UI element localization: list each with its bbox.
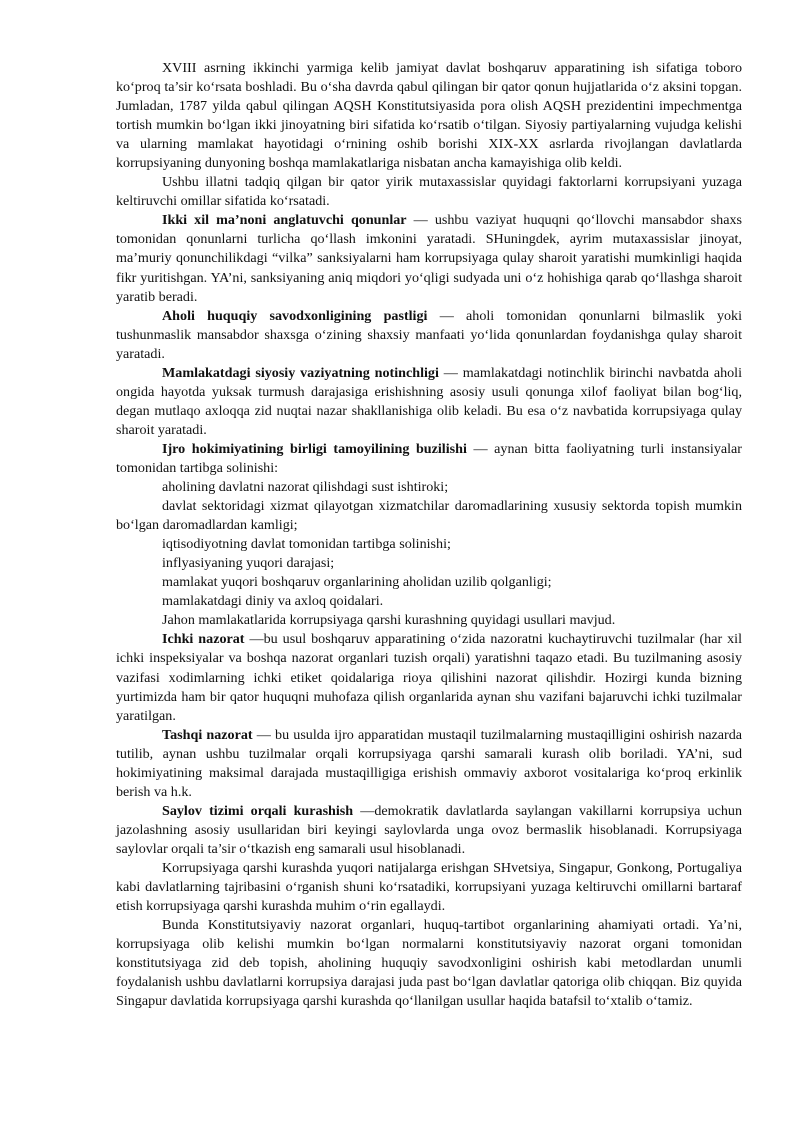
- paragraph-heading: Saylov tizimi orqali kurashish: [162, 802, 354, 819]
- paragraph-text: — mamlakatdagi notinchlik birinchi navbatda aholi ongida hayotda yuksak turmush darajasiga erishishning asosiy usuli qonunga xilof faoliyat bilan bog‘liq, degan mutlaqo axloqqa zid nuqtai nazar shakllanishiga olib keladi. Bu esa o‘z navbatida korrupsiyaga qulay sharoit yaratadi.: [116, 364, 743, 438]
- paragraph-text: mamlakat yuqori boshqaruv organlarining aholidan uzilib qolganligi;: [162, 574, 552, 591]
- paragraph-text: Korrupsiyaga qarshi kurashda yuqori natijalarga erishgan SHvetsiya, Singapur, Gonkong, Portugaliya kabi davlatlarning tajribasini o‘rganish shuni ko‘rsatadiki, korrupsiyani yuzaga keltiruvchi omillarni bartaraf etish korrupsiyaga qarshi kurashda muhim o‘rin egallaydi.: [116, 859, 742, 915]
- paragraph-text: Bunda Konstitutsiyaviy nazorat organlari, huquq-tartibot organlarining ahamiyati ortadi. Ya’ni, korrupsiyaga olib kelishi mumkin bo‘lgan normalarni konstitutsiyaviy nazorat organi tomonidan konstitutsiyaga zid deb topish, aholining huquqiy savodxonligini oshirish kabi metodlardan unumli foydalanish ushbu davlatlarni korrupsiya darajasi juda past bo‘lgan davlatlar qatoriga olib chiqqan. Biz quyida Singapur davlatida korrupsiyaga qarshi kurashda qo‘llanilgan usullar haqida batafsil to‘xtalib o‘tamiz.: [116, 917, 742, 1010]
- paragraph-text: — aynan bitta faoliyatning turli instansiyalar tomonidan tartibga solinishi:: [116, 440, 743, 476]
- paragraph: [116, 59, 742, 173]
- paragraph-text: davlat sektoridagi xizmat qilayotgan xizmatchilar daromadlarining xususiy sektorda topish mumkin bo‘lgan daromadlardan kamligi;: [116, 498, 742, 534]
- paragraph-text: mamlakatdagi diniy va axloq qoidalari.: [162, 593, 384, 610]
- paragraph-text: —demokratik davlatlarda saylangan vakillarni korrupsiya uchun jazolashning asosiy usullaridan biri keyingi saylovlarda unga ovoz bermaslik hisoblanadi. Korrupsiyaga saylovlar orqali ta’sir o‘tkazish eng samarali usul hisoblanadi.: [116, 802, 742, 857]
- paragraph: [116, 859, 742, 916]
- paragraph: [116, 364, 742, 440]
- paragraph-text: XVIII asrning ikkinchi yarmiga kelib jamiyat davlat boshqaruv apparatining ish sifatiga toboro ko‘proq ta’sir ko‘rsata boshladi. Bu o‘sha davrda qabul qilingan bir qator qonun hujjatlarida o‘z aksini topgan. Jumladan, 1787 yilda qabul qilingan AQSH Konstitutsiyasida pora olish AQSH prezidentini impechmentga tortish mumkin bo‘lgan ikki jinoyatning biri sifatida ko‘rsatib o‘tilgan. Siyosiy partiyalarning vujudga kelishi va ularning mamlakat hayotidagi o‘rnining oshib borishi XIX-XX asrlarda rivojlangan davlatlarda korrupsiyaning dunyoning boshqa mamlakatlariga nisbatan ancha kamayishiga olib keldi.: [116, 60, 742, 172]
- list-item: [116, 554, 742, 573]
- paragraph-heading: Ichki nazorat: [162, 631, 245, 648]
- paragraph: [116, 802, 742, 859]
- paragraph-heading: Mamlakatdagi siyosiy vaziyatning notinchligi: [162, 364, 439, 381]
- paragraph-text: Jahon mamlakatlarida korrupsiyaga qarshi kurashning quyidagi usullari mavjud.: [162, 612, 616, 629]
- paragraph: [116, 307, 742, 364]
- paragraph-heading: Aholi huquqiy savodxonligining pastligi: [162, 307, 428, 324]
- paragraph: [116, 211, 742, 306]
- paragraph-heading: Tashqi nazorat: [162, 726, 253, 743]
- paragraph-text: — ushbu vaziyat huquqni qo‘llovchi mansabdor shaxs tomonidan qonunlarni turlicha qo‘llash imkonini yaratadi. SHuningdek, ayrim mutaxassislar jinoyat, ma’muriy qonunchilikdagi “vilka” sanksiyalarni ham korrupsiyaga qulay sharoit yaratishi mumkinligi haqida fikr yuritishgan. YA’ni, sanksiyaning aniq miqdori yo‘qligi sudyada uni o‘z hohishiga qarab qo‘llashga sharoit yaratib beradi.: [116, 212, 742, 305]
- paragraph-text: aholining davlatni nazorat qilishdagi sust ishtiroki;: [162, 479, 449, 496]
- list-item: [116, 535, 742, 554]
- paragraph-text: —bu usul boshqaruv apparatining o‘zida nazoratni kuchaytiruvchi tuzilmalar (har xil ichki inspeksiyalar va boshqa nazorat organlari tuzish orqali) yaratishni taqazo etadi. Bu tuzilmaning asosiy vazifasi xodimlarning ichki etiket qoidalariga rioya qilishini nazorat qilishdir. Hozirgi kunda bizning yurtimizda ham bir qator huquqni muhofaza qilish organlarida aynan shu vazifani bajaruvchi ichki tuzilmalar yaratilgan.: [116, 631, 742, 724]
- paragraph-text: Ushbu illatni tadqiq qilgan bir qator yirik mutaxassislar quyidagi faktorlarni korrupsiyani yuzaga keltiruvchi omillar sifatida ko‘rsatadi.: [116, 174, 742, 210]
- document-page: [116, 59, 742, 1011]
- paragraph-text: iqtisodiyotning davlat tomonidan tartibga solinishi;: [162, 536, 451, 553]
- list-item: [116, 592, 742, 611]
- paragraph: [116, 611, 742, 630]
- paragraph: [116, 173, 742, 211]
- paragraph-text: — aholi tomonidan qonunlarni bilmaslik yoki tushunmaslik mansabdor shaxsga o‘zining shaxsiy manfaati yo‘lida qonunlardan foydanishga qulay sharoit yaratadi.: [116, 307, 742, 362]
- paragraph: [116, 726, 742, 802]
- list-item: [116, 573, 742, 592]
- list-item: [116, 478, 742, 497]
- paragraph-heading: Ikki xil ma’noni anglatuvchi qonunlar: [162, 212, 407, 229]
- list-item: [116, 497, 742, 535]
- paragraph-text: — bu usulda ijro apparatidan mustaqil tuzilmalarning mustaqilligini oshirish nazarda tutilib, aynan ushbu tuzilmalar orqali korrupsiyaga qarshi samarali kurash olib boriladi. YA’ni, sud hokimiyatining maksimal darajada mustaqilligiga erishish ommaviy axborot vositalariga ko‘proq erkinlik berish va h.k.: [116, 726, 743, 800]
- paragraph: [116, 630, 742, 725]
- paragraph-text: inflyasiyaning yuqori darajasi;: [162, 555, 335, 572]
- paragraph-heading: Ijro hokimiyatining birligi tamoyilining buzilishi: [162, 440, 467, 457]
- paragraph: [116, 440, 742, 478]
- paragraph: [116, 916, 742, 1011]
